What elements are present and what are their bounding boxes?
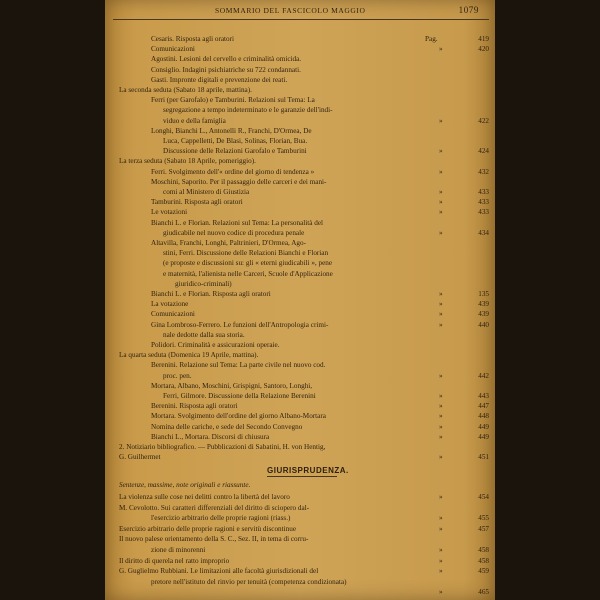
toc-entry-prefix: »: [439, 290, 443, 298]
toc-entry-page: 455: [478, 514, 489, 523]
toc-entry: [105, 136, 495, 146]
toc-entry-prefix: »: [439, 300, 443, 309]
toc-entry-page: 440: [478, 320, 489, 329]
toc-entry-text: giudicabile nel nuovo codice di procedura penale: [163, 228, 305, 237]
toc-entry-text: Tamburini. Risposta agli oratori: [151, 198, 243, 207]
toc-entry: [105, 289, 495, 299]
toc-entry-page: 420: [478, 45, 489, 54]
toc-entry: [105, 54, 495, 64]
toc-entry-text: La seconda seduta (Sabato 18 aprile, mattina).: [119, 86, 252, 94]
toc-entry-text: pretore nell'istituto del rinvio per tenuità (competenza condizionata): [151, 577, 347, 586]
toc-entry: [105, 207, 495, 217]
toc-entry: [105, 177, 495, 187]
toc-entry-page: 448: [478, 412, 489, 421]
toc-entry: [105, 258, 495, 268]
toc-entry-page: 433: [478, 188, 489, 196]
toc-entry-page: 449: [478, 432, 489, 441]
toc-entry: [105, 105, 495, 115]
section-subtitle-row: [105, 480, 495, 490]
toc-entry-text: Comunicazioni: [151, 45, 195, 54]
toc-entry-prefix: »: [439, 453, 443, 462]
toc-entry: [105, 524, 495, 534]
toc-entry-text: Bianchi L. e Florian. Relazioni sul Tema: La personalità del: [151, 218, 324, 227]
section-subtitle: Sentenze, massime, note originali e riassunte.: [119, 481, 251, 489]
toc-entry-text: l'esercizio arbitrario delle proprie ragioni (riass.): [151, 514, 291, 523]
toc-entry: [105, 95, 495, 105]
section-heading-underline: [267, 476, 337, 477]
toc-entry-text: Gina Lombroso-Ferrero. Le funzioni dell'Antropologia crimi-: [151, 320, 329, 329]
toc-entry-prefix: »: [439, 524, 443, 533]
toc-entry-page: 439: [478, 310, 489, 319]
toc-entry-prefix: »: [439, 432, 443, 441]
toc-entry-prefix: »: [439, 493, 443, 501]
toc-entry: [105, 238, 495, 248]
toc-entry: [105, 577, 495, 587]
toc-entry-page: 442: [478, 371, 489, 380]
toc-entry: [105, 248, 495, 258]
toc-entry-prefix: »: [439, 546, 443, 554]
toc-entry-text: (e proposte e discussioni su: gli « eterni giudicabili », pene: [163, 259, 333, 268]
toc-entry: [105, 126, 495, 136]
toc-entry-text: Discussione delle Relazioni Garofalo e Tamburini: [163, 147, 307, 156]
toc-entry-page: 458: [478, 546, 489, 554]
toc-entry-page: 419: [478, 35, 489, 43]
toc-entry: [105, 116, 495, 126]
toc-entry: [105, 411, 495, 421]
toc-entry-text: 2. Notiziario bibliografico. — Pubblicazioni di Sabatini, H. von Hentig,: [119, 443, 326, 451]
toc-entry-text: M. Cevolotto. Sui caratteri differenziali del diritto di sciopero dal-: [119, 503, 310, 512]
toc-entry-prefix: »: [439, 588, 443, 597]
toc-entry-prefix: »: [439, 320, 443, 329]
toc-entry-text: Luca, Cappelletti, De Blasi, Solinas, Florian, Bua.: [163, 137, 308, 145]
toc-entry-page: 457: [478, 524, 489, 533]
toc-entry-prefix: »: [439, 228, 443, 237]
toc-entry-text: Consiglio. Indagini psichiatriche su 722 condannati.: [151, 65, 301, 74]
toc-entry: [105, 330, 495, 340]
toc-entry-prefix: Pag.: [425, 35, 438, 43]
toc-entry-page: 449: [478, 422, 489, 431]
toc-entry-text: Ferri. Svolgimento dell'« ordine del giorno di tendenza »: [151, 167, 315, 176]
document-page: [105, 0, 495, 600]
toc-entry-page: 135: [478, 290, 489, 298]
page-number: 1079: [458, 5, 479, 15]
toc-entry-text: Nomina delle cariche, e sede del Secondo Convegno: [151, 422, 303, 431]
toc-entry-text: Esercizio arbitrario delle proprie ragioni e servitù discontinue: [119, 524, 297, 533]
toc-entry: [105, 371, 495, 381]
toc-entry-text: comi al Ministero di Giustizia: [163, 188, 250, 196]
toc-entry-prefix: »: [439, 45, 443, 54]
toc-entry-text: segregazione a tempo indeterminato e le garanzie dell'indi-: [163, 106, 333, 115]
toc-entry-text: Le votazioni: [151, 208, 188, 217]
toc-entry-page: 432: [478, 167, 489, 176]
toc-entry-text: Mortara, Albano, Moschini, Grispigni, Santoro, Longhi,: [151, 381, 313, 390]
toc-entry-page: 422: [478, 116, 489, 125]
toc-entry: [105, 279, 495, 289]
toc-entry-prefix: »: [439, 310, 443, 319]
toc-entry-page: 451: [478, 453, 489, 462]
toc-entry: [105, 320, 495, 330]
toc-entry-prefix: »: [439, 198, 443, 207]
toc-entry-prefix: »: [439, 412, 443, 421]
toc-entry-prefix: »: [439, 147, 443, 156]
toc-entry-text: Polidori. Criminalità e assicurazioni operaie.: [151, 341, 280, 349]
toc-entry-page: 439: [478, 300, 489, 309]
toc-entry-page: 465: [478, 588, 489, 597]
toc-entry: [105, 492, 495, 502]
toc-entry-prefix: »: [439, 371, 443, 380]
toc-entry-text: La quarta seduta (Domenica 19 Aprile, mattina).: [119, 351, 259, 360]
toc-entry: [105, 545, 495, 555]
toc-entry-text: proc. pen.: [163, 371, 192, 380]
toc-entry: [105, 156, 495, 166]
toc-entry: [105, 187, 495, 197]
toc-entry-text: Altavilla, Franchi, Longhi, Paltrinieri, D'Ormea, Ago-: [151, 239, 306, 247]
toc-entry: [105, 422, 495, 432]
toc-entry: [105, 556, 495, 566]
toc-entry: [105, 146, 495, 156]
toc-entry-prefix: »: [439, 392, 443, 400]
toc-entry-text: Il diritto di querela nel ratto improprio: [119, 556, 230, 565]
toc-entry-prefix: »: [439, 556, 443, 565]
toc-entry-page: 434: [478, 228, 489, 237]
toc-entry-text: G. Guglielmo Rubbiani. Le limitazioni alle facoltà giurisdizionali del: [119, 567, 319, 576]
toc-entry: [105, 269, 495, 279]
toc-entry: [105, 299, 495, 309]
toc-entry: [105, 65, 495, 75]
toc-entry-page: 443: [478, 392, 489, 400]
toc-entry: [105, 587, 495, 597]
toc-entry-text: nale dedotte dalla sua storia.: [163, 330, 245, 339]
toc-entry: [105, 503, 495, 513]
toc-entry: [105, 452, 495, 462]
toc-entry-text: Berenini. Risposta agli oratori: [151, 402, 238, 411]
toc-entry-text: Il nuovo palese orientamento della S. C., Sez. II, in tema di corru-: [119, 535, 309, 544]
running-header: [105, 4, 495, 20]
toc-entry-page: 447: [478, 402, 489, 411]
toc-entry-text: zione di minorenni: [151, 546, 206, 554]
toc-entry-text: La terza seduta (Sabato 18 Aprile, pomeriggio).: [119, 157, 256, 166]
toc-entry-page: 433: [478, 198, 489, 207]
toc-entry-text: G. Guilhermet: [119, 453, 161, 462]
toc-entry: [105, 401, 495, 411]
toc-entry: [105, 218, 495, 228]
toc-entry: [105, 391, 495, 401]
toc-entry: [105, 534, 495, 544]
toc-entry-text: Agostini. Lesioni del cervello e criminalità omicida.: [151, 55, 302, 64]
toc-entry: [105, 167, 495, 177]
toc-entry-prefix: »: [439, 422, 443, 431]
toc-entry-page: 458: [478, 556, 489, 565]
toc-entry-prefix: »: [439, 514, 443, 523]
toc-entry-prefix: »: [439, 208, 443, 217]
toc-entry-text: Mortara. Svolgimento dell'ordine del giorno Albano-Mortara: [151, 412, 326, 421]
toc-entry: [105, 197, 495, 207]
toc-entry-text: Berenini. Relazione sul Tema: La parte civile nel nuovo cod.: [151, 361, 326, 370]
toc-entry-page: 459: [478, 567, 489, 576]
toc-entry-text: e maternità, l'alienista nelle Carceri, Scuole d'Applicazione: [163, 269, 333, 278]
toc-entry: [105, 340, 495, 350]
toc-entry-text: La votazione: [151, 300, 189, 309]
toc-entry-text: viduo e della famiglia: [163, 116, 226, 125]
toc-entry: [105, 44, 495, 54]
toc-entry: [105, 34, 495, 44]
toc-entry: [105, 75, 495, 85]
toc-entry-text: Moschini, Saporito. Per il passaggio delle carceri e dei mani-: [151, 177, 327, 186]
toc-entry-prefix: »: [439, 188, 443, 196]
toc-entry-text: Bianchi L. e Florian. Risposta agli oratori: [151, 290, 271, 298]
toc-entry-prefix: »: [439, 567, 443, 576]
toc-entry: [105, 360, 495, 370]
toc-entry-text: giuridico-criminali): [175, 279, 232, 288]
toc-entry-text: Bianchi L., Mortara. Discorsi di chiusura: [151, 432, 270, 441]
toc-entry-text: La violenza sulle cose nei delitti contro la libertà del lavoro: [119, 493, 290, 501]
toc-entry-text: Gasti. Impronte digitali e prevenzione dei reati.: [151, 75, 288, 84]
toc-entry-text: Longhi, Bianchi L., Antonelli R., Franchi, D'Ormea, De: [151, 126, 312, 135]
section-heading: GIURISPRUDENZA.: [267, 466, 349, 475]
toc-entry-page: 454: [478, 493, 489, 501]
toc-entry-text: Ferri, Gilmore. Discussione della Relazione Berenini: [163, 392, 316, 400]
toc-entry-page: 433: [478, 208, 489, 217]
toc-entry: [105, 309, 495, 319]
toc-entry: [105, 442, 495, 452]
toc-entry: [105, 350, 495, 360]
toc-entry-prefix: »: [439, 167, 443, 176]
toc-entry: [105, 228, 495, 238]
toc-entry-prefix: »: [439, 116, 443, 125]
toc-entry-page: 424: [478, 147, 489, 156]
toc-entry: [105, 432, 495, 442]
toc-entry-text: Cesaris. Risposta agli oratori: [151, 35, 235, 43]
toc-entry-text: stini, Ferri. Discussione delle Relazioni Bianchi e Florian: [163, 249, 329, 258]
toc-entry: [105, 513, 495, 523]
toc-entry-text: Comunicazioni: [151, 310, 195, 319]
toc-entry: [105, 566, 495, 576]
toc-entry-prefix: »: [439, 402, 443, 411]
toc-entry: [105, 85, 495, 95]
running-title: SOMMARIO DEL FASCICOLO MAGGIO: [215, 6, 366, 15]
toc-entry: [105, 381, 495, 391]
header-rule: [113, 19, 489, 20]
toc-entry-text: Ferri (per Garofalo) e Tamburini. Relazioni sul Tema: La: [151, 96, 315, 105]
